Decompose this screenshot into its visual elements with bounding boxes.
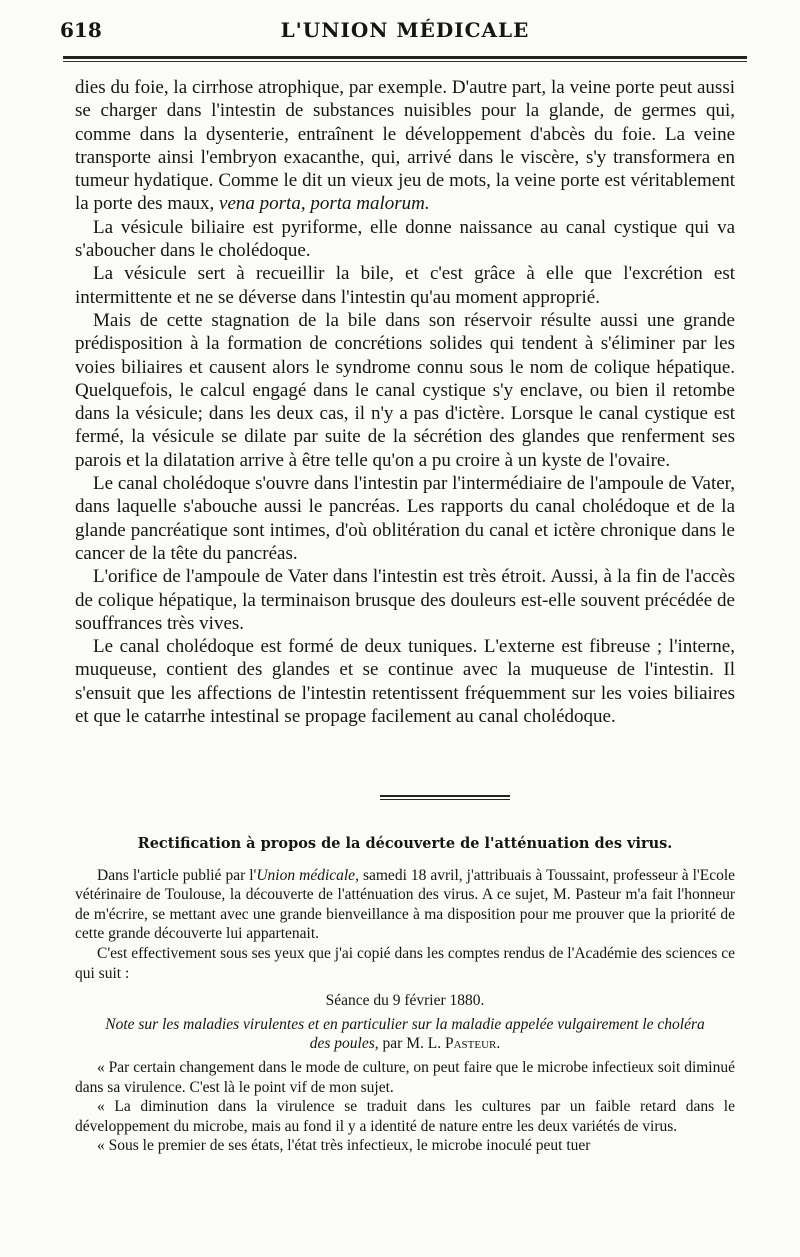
paragraph: Le canal cholédoque est formé de deux tuniques. L'externe est fibreuse ; l'interne, muqueuse, contient des glandes et se continue avec la muqueuse de l'intestin. Il s'ensuit que les affections de l'intestin retentissent fréquemment sur les voies biliaires et que le catarrhe intestinal se propage facilement au canal cholédoque. — [75, 636, 735, 728]
section-separator — [380, 795, 510, 797]
note-title — [75, 1015, 735, 1054]
quote-paragraph: « La diminution dans la virulence se traduit dans les cultures par un faible retard dans le développement du microbe, mais au fond il y a identité de nature entre les deux variétés de virus. — [75, 1098, 735, 1135]
header-rule-thin — [63, 61, 747, 62]
paragraph: La vésicule biliaire est pyriforme, elle donne naissance au canal cystique qui va s'aboucher dans le cholédoque. — [75, 216, 735, 262]
paragraph: La vésicule sert à recueillir la bile, et c'est grâce à elle que l'excrétion est intermittente et ne se déverse dans l'intestin qu'au moment approprié. — [75, 263, 735, 308]
paragraph: C'est effectivement sous ses yeux que j'ai copié dans les comptes rendus de l'Académie des sciences ce qui suit : — [75, 944, 735, 982]
page-header — [60, 14, 735, 44]
rectification-article — [75, 834, 735, 1156]
article-continuation — [75, 76, 735, 728]
note-author: Pasteur. — [444, 1035, 501, 1053]
journal-title: L'UNION MÉDICALE — [280, 18, 530, 42]
section-separator-thin — [380, 799, 510, 800]
article-headline: Rectification à propos de la découverte de l'atténuation des virus. — [137, 835, 673, 852]
note-title-text: Note sur les maladies virulentes et en particulier sur la maladie appelée vulgairement le choléra des poules, — [105, 1015, 705, 1053]
paragraph-text: dies du foie, la cirrhose atrophique, par exemple. D'autre part, la veine porte peut aussi se charger dans l'intestin de substances nuisibles pour la glande, de germes qui, comme dans la dysenterie, entraînent le développement d'abcès du foie. La veine transporte ainsi l'embryon exacanthe, qui, arrivé dans le viscère, s'y transformera en tumeur hydatique. Comme le dit un vieux jeu de mots, la veine porte est véritablement la porte des maux, — [75, 77, 735, 215]
page-number: 618 — [60, 18, 102, 42]
paragraph: L'orifice de l'ampoule de Vater dans l'intestin est très étroit. Aussi, à la fin de l'accès de colique hépatique, la terminaison brusque des douleurs est-elle souvent précédée de souffrances très vives. — [75, 566, 735, 634]
paragraph: Le canal cholédoque s'ouvre dans l'intestin par l'intermédiaire de l'ampoule de Vater, dans laquelle s'abouche aussi le pancréas. Les rapports du canal cholédoque et de la glande pancréatique sont intimes, d'où oblitération du canal et ictère chronique dans le cancer de la tête du pancréas. — [75, 473, 735, 564]
paragraph-text: Dans l'article publié par l' — [97, 866, 257, 884]
seance-date: Séance du 9 février 1880. — [325, 992, 485, 1010]
document-page — [60, 14, 736, 1155]
latin-phrase: vena porta, porta malorum. — [219, 193, 430, 215]
quote-paragraph: « Par certain changement dans le mode de culture, on peut faire que le microbe infectieux soit diminué dans sa virulence. C'est là le point vif de mon sujet. — [75, 1058, 735, 1096]
quote-paragraph: « Sous le premier de ses états, l'état très infectieux, le microbe inoculé peut tuer — [97, 1137, 591, 1155]
header-rule — [63, 56, 747, 59]
journal-name: Union médicale, — [256, 866, 359, 884]
paragraph — [75, 866, 735, 944]
paragraph: Mais de cette stagnation de la bile dans son réservoir résulte aussi une grande prédisposition à la formation de concrétions solides qui tendent à s'éliminer par les voies biliaires et causent alors le syndrome connu sous le nom de colique hépatique. Quelquefois, le calcul engagé dans le canal cystique s'y enclave, ou bien il retombe dans la vésicule; dans les deux cas, il n'y a pas d'ictère. Lorsque le canal cystique est fermé, la vésicule se dilate par suite de la sécrétion des glandes que renferment ses parois et la dilatation arrive à être telle qu'on a pu croire à un kyste de l'ovaire. — [75, 309, 735, 471]
paragraph-text: samedi 18 avril, j'attribuais à Toussaint, professeur à l'Ecole vétérinaire de Toulouse, la découverte de l'atténuation des virus. A ce sujet, M. Pasteur m'a fait l'honneur de m'écrire, se mettant avec une grande bienveillance à ma disposition pour me prouver que la priorité de cette grande découverte lui appartenait. — [75, 866, 736, 943]
paragraph — [75, 76, 735, 216]
note-author-prefix: par M. L. — [382, 1035, 442, 1053]
